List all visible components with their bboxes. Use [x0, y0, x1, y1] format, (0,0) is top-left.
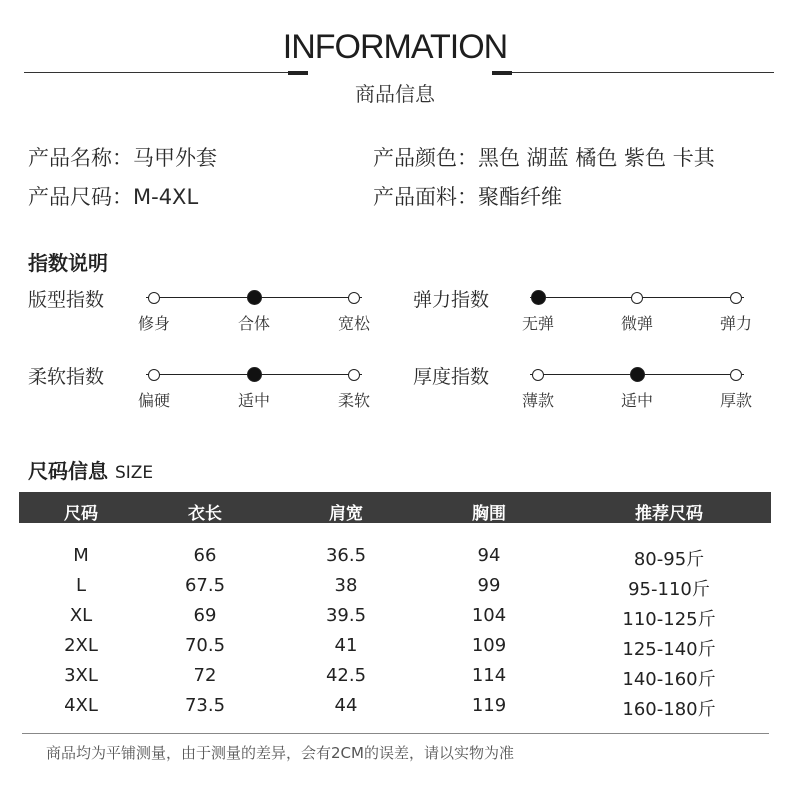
table-cell: 104	[471, 605, 507, 626]
index-option-label: 微弹	[620, 314, 653, 333]
table-cell: 80-95斤	[633, 549, 705, 570]
table-cell: 70.5	[184, 635, 226, 656]
table-cell: 4XL	[64, 695, 98, 716]
table-cell: 110-125斤	[622, 609, 716, 630]
index-dot	[730, 369, 742, 381]
index-dot	[532, 369, 544, 381]
index-option-label: 柔软	[337, 391, 370, 410]
table-cell: 109	[471, 635, 507, 656]
header-rule-tab-right	[492, 71, 512, 75]
index-option-label: 适中	[620, 391, 653, 410]
table-column-header: 衣长	[188, 504, 222, 524]
table-cell: 72	[193, 665, 217, 686]
measurement-note: 商品均为平铺测量，由于测量的差异，会有2CM的误差，请以实物为准	[46, 744, 514, 762]
table-cell: 69	[193, 605, 217, 626]
index-option-label: 宽松	[337, 314, 370, 333]
product-color-value: 黑色 湖蓝 橘色 紫色 卡其	[478, 146, 715, 170]
product-name-label: 产品名称：	[28, 146, 133, 170]
table-cell: 2XL	[64, 635, 98, 656]
table-cell: M	[73, 545, 89, 566]
product-fabric-label: 产品面料：	[373, 185, 478, 209]
table-cell: 36.5	[325, 545, 367, 566]
index-dot-selected	[531, 290, 546, 305]
page-title: INFORMATION	[282, 28, 508, 66]
page-subtitle: 商品信息	[355, 82, 435, 106]
size-table-header	[19, 492, 771, 523]
index-dot	[148, 292, 160, 304]
index-option-label: 修身	[137, 314, 170, 333]
table-column-header: 肩宽	[329, 504, 363, 524]
table-cell: 99	[477, 575, 501, 596]
index-option-label: 无弹	[521, 314, 554, 333]
product-size-label: 产品尺码：	[28, 185, 133, 209]
table-cell: 38	[334, 575, 358, 596]
header-rule-left	[24, 72, 300, 73]
product-size-value: M-4XL	[133, 185, 199, 209]
header-rule-tab-left	[288, 71, 308, 75]
index-option-label: 适中	[237, 391, 270, 410]
table-cell: 3XL	[64, 665, 98, 686]
table-cell: 41	[334, 635, 358, 656]
index-section-title: 指数说明	[28, 251, 108, 275]
table-cell: 73.5	[184, 695, 226, 716]
index-dot-selected	[247, 367, 262, 382]
index-option-label: 厚款	[719, 391, 752, 410]
table-cell: 140-160斤	[622, 669, 716, 690]
index-dot	[631, 292, 643, 304]
index-dot	[148, 369, 160, 381]
table-cell: 114	[471, 665, 507, 686]
product-name-value: 马甲外套	[133, 146, 217, 170]
product-size	[28, 181, 198, 211]
table-cell: 125-140斤	[622, 639, 716, 660]
table-cell: 66	[193, 545, 217, 566]
index-dot-selected	[630, 367, 645, 382]
size-section-title-cn: 尺码信息	[28, 459, 108, 483]
index-option-label: 偏硬	[137, 391, 170, 410]
table-column-header: 胸围	[472, 504, 506, 524]
header-rule-right	[492, 72, 774, 73]
index-dot	[730, 292, 742, 304]
table-cell: 44	[334, 695, 358, 716]
index-dot	[348, 369, 360, 381]
size-section-title	[28, 455, 153, 484]
product-name	[28, 142, 217, 172]
table-cell: 94	[477, 545, 501, 566]
product-color-label: 产品颜色：	[373, 146, 478, 170]
table-column-header: 推荐尺码	[635, 504, 703, 524]
product-fabric	[373, 181, 562, 211]
index-option-label: 弹力	[719, 314, 752, 333]
table-cell: 42.5	[325, 665, 367, 686]
table-cell: L	[75, 575, 87, 596]
index-label: 柔软指数	[28, 366, 105, 388]
index-dot	[348, 292, 360, 304]
size-section-title-en: SIZE	[114, 463, 154, 483]
product-color	[373, 142, 715, 172]
product-fabric-value: 聚酯纤维	[478, 185, 562, 209]
index-label: 厚度指数	[413, 366, 490, 388]
table-cell: 67.5	[184, 575, 226, 596]
index-option-label: 薄款	[521, 391, 554, 410]
footer-divider	[22, 733, 769, 734]
table-cell: 95-110斤	[628, 579, 710, 600]
table-cell: 119	[471, 695, 507, 716]
index-dot-selected	[247, 290, 262, 305]
index-label: 弹力指数	[413, 289, 490, 311]
index-label: 版型指数	[28, 289, 105, 311]
table-column-header: 尺码	[64, 504, 98, 524]
table-cell: XL	[69, 605, 93, 626]
table-cell: 39.5	[325, 605, 367, 626]
index-option-label: 合体	[237, 314, 270, 333]
table-cell: 160-180斤	[622, 699, 716, 720]
